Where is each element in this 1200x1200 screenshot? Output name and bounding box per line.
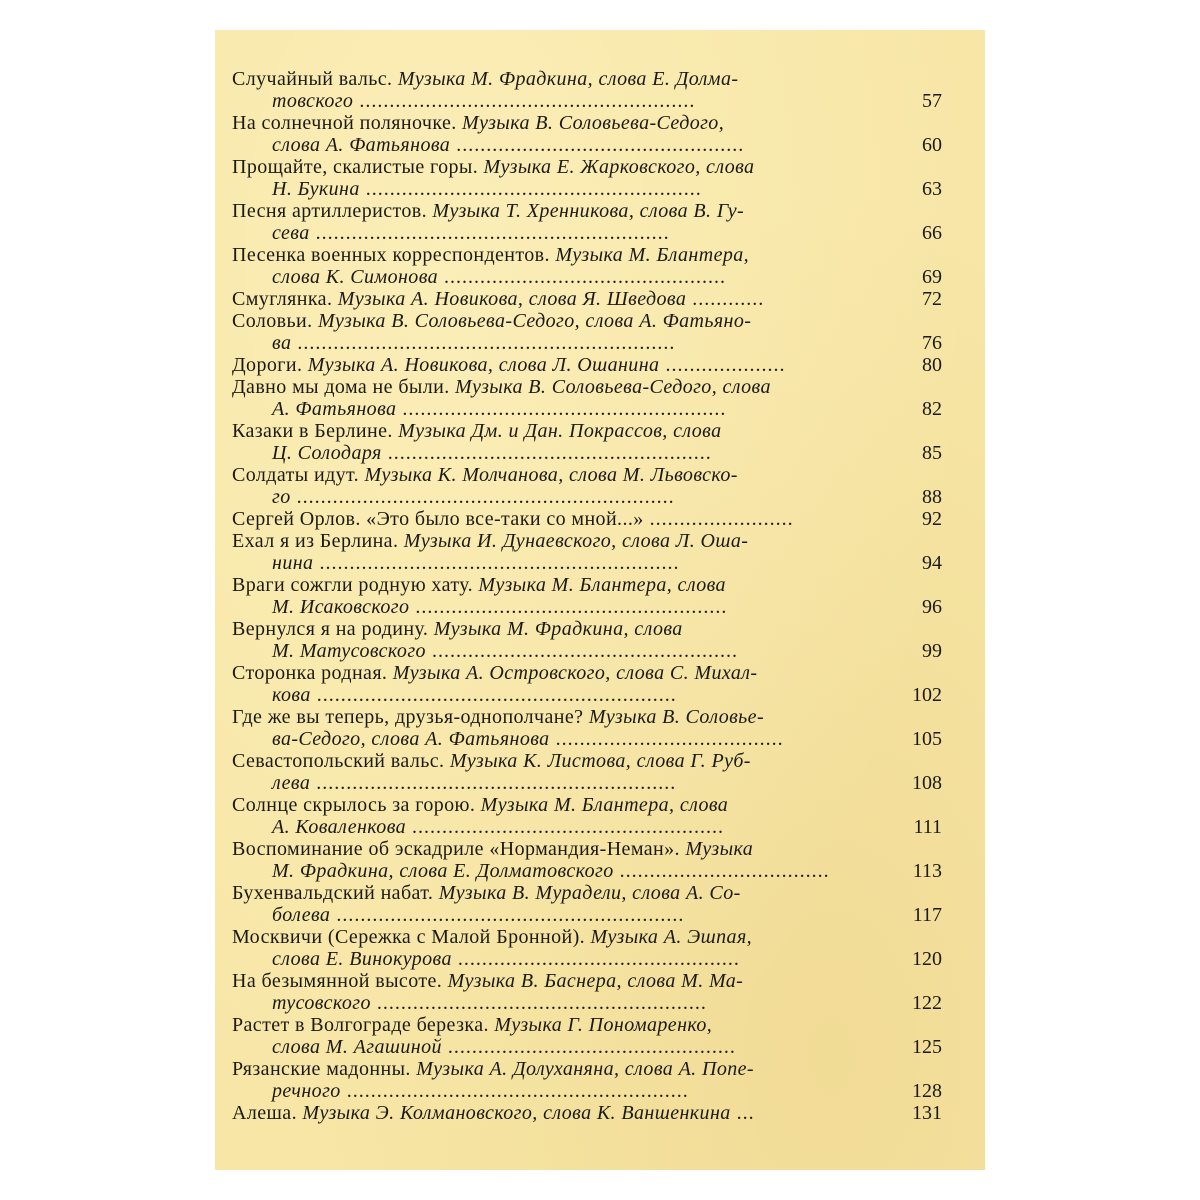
song-credits: товского: [272, 90, 354, 112]
toc-entry-line: [232, 926, 862, 948]
toc-entry-line: [232, 1058, 862, 1080]
song-credits: Музыка И. Дунаевского, слова Л. Оша-: [403, 530, 749, 552]
toc-entry: [232, 1102, 942, 1124]
toc-entry-line: [232, 794, 862, 816]
toc-entry-continuation: [232, 992, 862, 1014]
toc-entry: [232, 750, 942, 794]
toc-entry: [232, 68, 942, 112]
toc-entry: [232, 464, 942, 508]
toc-entry-line: [232, 288, 862, 310]
song-credits: Музыка А. Долуханяна, слова А. Попе-: [416, 1058, 754, 1080]
page-number: 85: [922, 442, 942, 464]
page-number: 131: [912, 1102, 942, 1124]
song-credits: го: [272, 486, 291, 508]
toc-entry: [232, 244, 942, 288]
toc-entry: [232, 838, 942, 882]
dot-leader: ...............................................: [438, 266, 727, 288]
dot-leader: ...................................: [613, 860, 830, 882]
song-title: Дороги.: [232, 354, 308, 376]
song-title: Сергей Орлов. «Это было все-таки со мной...»: [232, 508, 644, 530]
song-credits: А. Фатьянова: [272, 398, 397, 420]
toc-entry-continuation: [232, 948, 862, 970]
song-credits: М. Фрадкина, слова Е. Долматовского: [272, 860, 614, 882]
song-credits: Музыка Дм. и Дан. Покрассов, слова: [398, 420, 722, 442]
dot-leader: ....................................................: [409, 596, 728, 618]
dot-leader: ..........................................................: [330, 904, 685, 926]
song-title: Песенка военных корреспондентов.: [232, 244, 556, 266]
toc-entry-line: [232, 750, 862, 772]
song-credits: М. Матусовского: [272, 640, 426, 662]
toc-entry-continuation: [232, 266, 862, 288]
toc-entry-continuation: [232, 860, 862, 882]
toc-entry-continuation: [232, 772, 862, 794]
page-number: 122: [912, 992, 942, 1014]
page-number: 60: [922, 134, 942, 156]
song-credits: Музыка М. Блантера, слова: [480, 794, 729, 816]
song-credits: слова К. Симонова: [272, 266, 439, 288]
toc-entry-line: [232, 112, 862, 134]
page-number: 99: [922, 640, 942, 662]
toc-entry: [232, 926, 942, 970]
song-credits: Музыка Т. Хренникова, слова В. Гу-: [432, 200, 745, 222]
toc-entry-line: [232, 310, 862, 332]
toc-entry-line: [232, 1014, 862, 1036]
song-title: Воспоминание об эскадриле «Нормандия-Неман».: [232, 838, 686, 860]
toc-entry-line: [232, 838, 862, 860]
page-number: 128: [912, 1080, 942, 1102]
page-number: 94: [922, 552, 942, 574]
song-credits: Н. Букина: [272, 178, 360, 200]
toc-entry: [232, 420, 942, 464]
toc-entry-continuation: [232, 728, 862, 750]
song-credits: Музыка А. Новикова, слова Л. Ошанина: [307, 354, 660, 376]
song-title: Растет в Волгограде березка.: [232, 1014, 495, 1036]
dot-leader: ........................................................: [353, 90, 696, 112]
toc-entry-line: [232, 508, 862, 530]
song-title: Москвичи (Сережка с Малой Бронной).: [232, 926, 591, 948]
page-number: 63: [922, 178, 942, 200]
dot-leader: .........................................................: [340, 1080, 689, 1102]
toc-entry-continuation: [232, 398, 862, 420]
song-title: Песня артиллеристов.: [232, 200, 433, 222]
song-credits: нина: [272, 552, 314, 574]
song-credits: Музыка В. Соловьева-Седого, слова А. Фатьяно-: [317, 310, 752, 332]
song-credits: слова М. Агашиной: [272, 1036, 442, 1058]
song-credits: Музыка Е. Жарковского, слова: [483, 156, 755, 178]
toc-entry-continuation: [232, 1080, 862, 1102]
dot-leader: ......................................................: [381, 442, 712, 464]
page-number: 125: [912, 1036, 942, 1058]
song-title: Бухенвальдский набат.: [232, 882, 439, 904]
table-of-contents: [232, 68, 942, 1124]
song-title: На солнечной поляночке.: [232, 112, 463, 134]
song-credits: Ц. Солодаря: [272, 442, 382, 464]
song-credits: ва: [272, 332, 292, 354]
toc-entry-continuation: [232, 222, 862, 244]
dot-leader: .......................................................: [370, 992, 707, 1014]
song-credits: сева: [272, 222, 310, 244]
song-title: Где же вы теперь, друзья-однополчане?: [232, 706, 589, 728]
song-title: Соловьи.: [232, 310, 318, 332]
page-number: 113: [912, 860, 942, 882]
song-credits: болева: [272, 904, 331, 926]
toc-entry: [232, 882, 942, 926]
song-title: Враги сожгли родную хату.: [232, 574, 479, 596]
page-number: 108: [912, 772, 942, 794]
song-credits: Музыка М. Блантера, слова: [478, 574, 726, 596]
toc-entry-line: [232, 464, 862, 486]
song-credits: Музыка А. Новикова, слова Я. Шведова: [337, 288, 687, 310]
dot-leader: ...........................................................: [309, 222, 670, 244]
toc-entry: [232, 530, 942, 574]
page-number: 92: [922, 508, 942, 530]
page-number: 120: [912, 948, 942, 970]
toc-entry-line: [232, 200, 862, 222]
toc-entry-continuation: [232, 684, 862, 706]
toc-entry-line: [232, 530, 862, 552]
toc-entry-continuation: [232, 816, 862, 838]
dot-leader: ....................................................: [406, 816, 725, 838]
toc-entry-line: [232, 1102, 862, 1124]
song-credits: речного: [272, 1080, 341, 1102]
dot-leader: ............................................................: [310, 684, 677, 706]
dot-leader: ........................: [643, 508, 794, 530]
toc-entry: [232, 310, 942, 354]
song-title: Рязанские мадонны.: [232, 1058, 417, 1080]
toc-entry: [232, 200, 942, 244]
song-credits: слова Е. Винокурова: [272, 948, 452, 970]
dot-leader: ........................................................: [359, 178, 702, 200]
toc-entry: [232, 288, 942, 310]
dot-leader: ............................................................: [313, 552, 680, 574]
dot-leader: ............: [686, 288, 765, 310]
toc-entry: [232, 970, 942, 1014]
song-title: Случайный вальс.: [232, 68, 398, 90]
song-credits: Музыка А. Островского, слова С. Михал-: [392, 662, 758, 684]
toc-entry: [232, 1014, 942, 1058]
toc-entry: [232, 794, 942, 838]
toc-entry-line: [232, 68, 862, 90]
dot-leader: ...............................................: [451, 948, 740, 970]
song-credits: Музыка В. Баснера, слова М. Ма-: [447, 970, 744, 992]
song-title: Сторонка родная.: [232, 662, 393, 684]
toc-entry-continuation: [232, 178, 862, 200]
song-credits: Музыка: [685, 838, 754, 860]
page-number: 117: [912, 904, 942, 926]
toc-entry: [232, 112, 942, 156]
toc-entry: [232, 156, 942, 200]
toc-entry-line: [232, 706, 862, 728]
toc-entry-line: [232, 244, 862, 266]
toc-entry-continuation: [232, 1036, 862, 1058]
page-number: 82: [922, 398, 942, 420]
toc-entry-continuation: [232, 90, 862, 112]
song-credits: Музыка А. Эшпая,: [590, 926, 753, 948]
dot-leader: ................................................: [450, 134, 745, 156]
dot-leader: ...: [730, 1102, 755, 1124]
song-credits: кова: [272, 684, 311, 706]
song-credits: Музыка М. Фрадкина, слова: [433, 618, 683, 640]
dot-leader: ...............................................................: [290, 486, 675, 508]
song-title: Солдаты идут.: [232, 464, 365, 486]
dot-leader: ......................................: [549, 728, 784, 750]
dot-leader: ...............................................................: [291, 332, 676, 354]
toc-entry-continuation: [232, 596, 862, 618]
page-number: 66: [922, 222, 942, 244]
page-number: 72: [922, 288, 942, 310]
toc-entry: [232, 1058, 942, 1102]
toc-entry-continuation: [232, 486, 862, 508]
toc-entry: [232, 574, 942, 618]
song-credits: лева: [272, 772, 311, 794]
song-title: Вернулся я на родину.: [232, 618, 434, 640]
page-number: 111: [913, 816, 942, 838]
song-title: Алеша.: [232, 1102, 303, 1124]
song-title: Смуглянка.: [232, 288, 338, 310]
song-credits: Музыка В. Соловьева-Седого,: [462, 112, 725, 134]
toc-entry-continuation: [232, 442, 862, 464]
dot-leader: ...................................................: [425, 640, 738, 662]
toc-entry-line: [232, 662, 862, 684]
song-title: Ехал я из Берлина.: [232, 530, 404, 552]
song-title: Прощайте, скалистые горы.: [232, 156, 484, 178]
song-credits: Музыка К. Молчанова, слова М. Львовско-: [364, 464, 738, 486]
song-credits: А. Коваленкова: [272, 816, 407, 838]
song-credits: ва-Седого, слова А. Фатьянова: [272, 728, 550, 750]
song-credits: Музыка В. Мурадели, слова А. Со-: [438, 882, 741, 904]
toc-entry-line: [232, 376, 862, 398]
toc-entry-line: [232, 354, 862, 376]
page-number: 96: [922, 596, 942, 618]
page-number: 88: [922, 486, 942, 508]
toc-entry: [232, 618, 942, 662]
song-credits: Музыка М. Фрадкина, слова Е. Долма-: [397, 68, 739, 90]
page-number: 105: [912, 728, 942, 750]
toc-entry-line: [232, 574, 862, 596]
song-title: Давно мы дома не были.: [232, 376, 456, 398]
toc-entry-continuation: [232, 552, 862, 574]
toc-entry: [232, 376, 942, 420]
toc-entry-continuation: [232, 904, 862, 926]
song-credits: тусовского: [272, 992, 371, 1014]
dot-leader: ....................: [659, 354, 786, 376]
song-credits: Музыка Э. Колмановского, слова К. Ваншенкина: [302, 1102, 731, 1124]
page-number: 102: [912, 684, 942, 706]
toc-entry-line: [232, 420, 862, 442]
song-credits: Музыка В. Соловьева-Седого, слова: [455, 376, 771, 398]
song-credits: М. Исаковского: [272, 596, 410, 618]
toc-entry-line: [232, 970, 862, 992]
song-title: Казаки в Берлине.: [232, 420, 399, 442]
toc-entry-line: [232, 156, 862, 178]
song-credits: слова А. Фатьянова: [272, 134, 451, 156]
toc-entry: [232, 354, 942, 376]
toc-entry-continuation: [232, 332, 862, 354]
song-credits: Музыка В. Соловье-: [588, 706, 765, 728]
toc-entry-continuation: [232, 134, 862, 156]
page-number: 80: [922, 354, 942, 376]
toc-entry: [232, 706, 942, 750]
song-title: Солнце скрылось за горою.: [232, 794, 481, 816]
dot-leader: ................................................: [441, 1036, 736, 1058]
song-credits: Музыка М. Блантера,: [555, 244, 750, 266]
dot-leader: ............................................................: [310, 772, 677, 794]
song-title: На безымянной высоте.: [232, 970, 448, 992]
toc-entry: [232, 508, 942, 530]
song-credits: Музыка К. Листова, слова Г. Руб-: [449, 750, 751, 772]
toc-entry-line: [232, 618, 862, 640]
dot-leader: ......................................................: [396, 398, 727, 420]
toc-entry: [232, 662, 942, 706]
song-credits: Музыка Г. Пономаренко,: [494, 1014, 713, 1036]
song-title: Севастопольский вальс.: [232, 750, 450, 772]
page-number: 76: [922, 332, 942, 354]
page-number: 69: [922, 266, 942, 288]
toc-entry-line: [232, 882, 862, 904]
toc-entry-continuation: [232, 640, 862, 662]
page-number: 57: [922, 90, 942, 112]
